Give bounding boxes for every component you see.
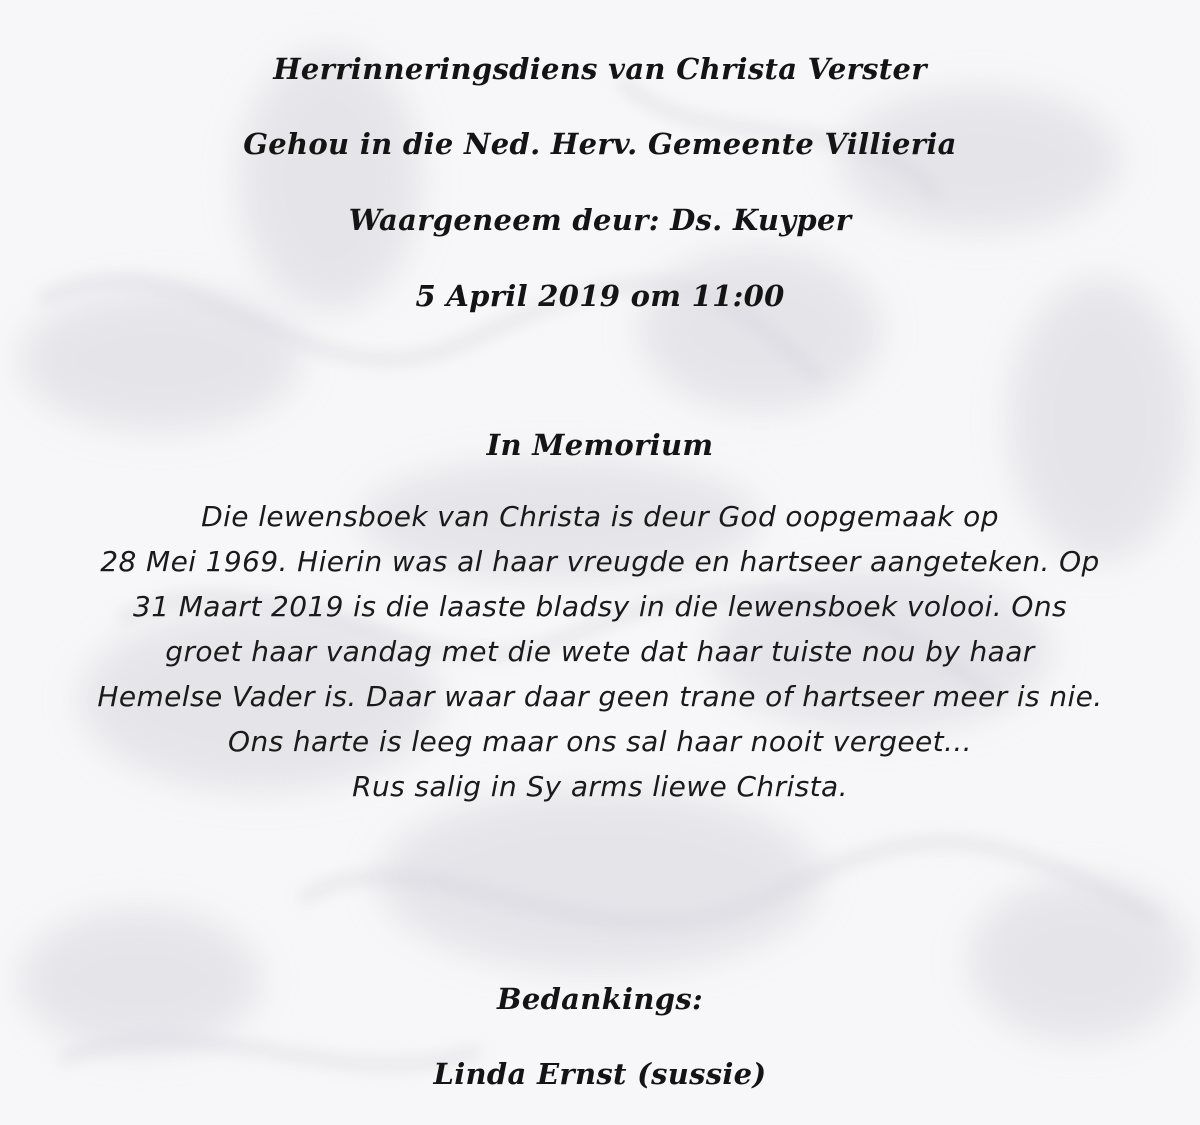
service-officiant: Waargeneem deur: Ds. Kuyper: [348, 203, 852, 237]
memorial-text-line: groet haar vandag met die wete dat haar tuiste nou by haar: [165, 635, 1035, 668]
service-title: Herrinneringsdiens van Christa Verster: [273, 52, 927, 86]
thanks-name: Linda Ernst (sussie): [433, 1057, 767, 1091]
service-venue: Gehou in die Ned. Herv. Gemeente Villieria: [243, 127, 957, 161]
service-datetime: 5 April 2019 om 11:00: [415, 279, 785, 313]
thanks-heading: Bedankings:: [497, 982, 703, 1016]
memorial-text-line: Rus salig in Sy arms liewe Christa.: [352, 770, 848, 803]
memorial-text-line: Hemelse Vader is. Daar waar daar geen trane of hartseer meer is nie.: [97, 680, 1103, 713]
memorial-text-line: 31 Maart 2019 is die laaste bladsy in die lewensboek volooi. Ons: [133, 590, 1067, 623]
memorial-text-line: Ons harte is leeg maar ons sal haar nooit vergeet...: [228, 725, 972, 758]
memorial-text-line: Die lewensboek van Christa is deur God oopgemaak op: [201, 500, 999, 533]
memorial-heading: In Memorium: [486, 428, 714, 462]
memorial-text-line: 28 Mei 1969. Hierin was al haar vreugde en hartseer aangeteken. Op: [100, 545, 1100, 578]
